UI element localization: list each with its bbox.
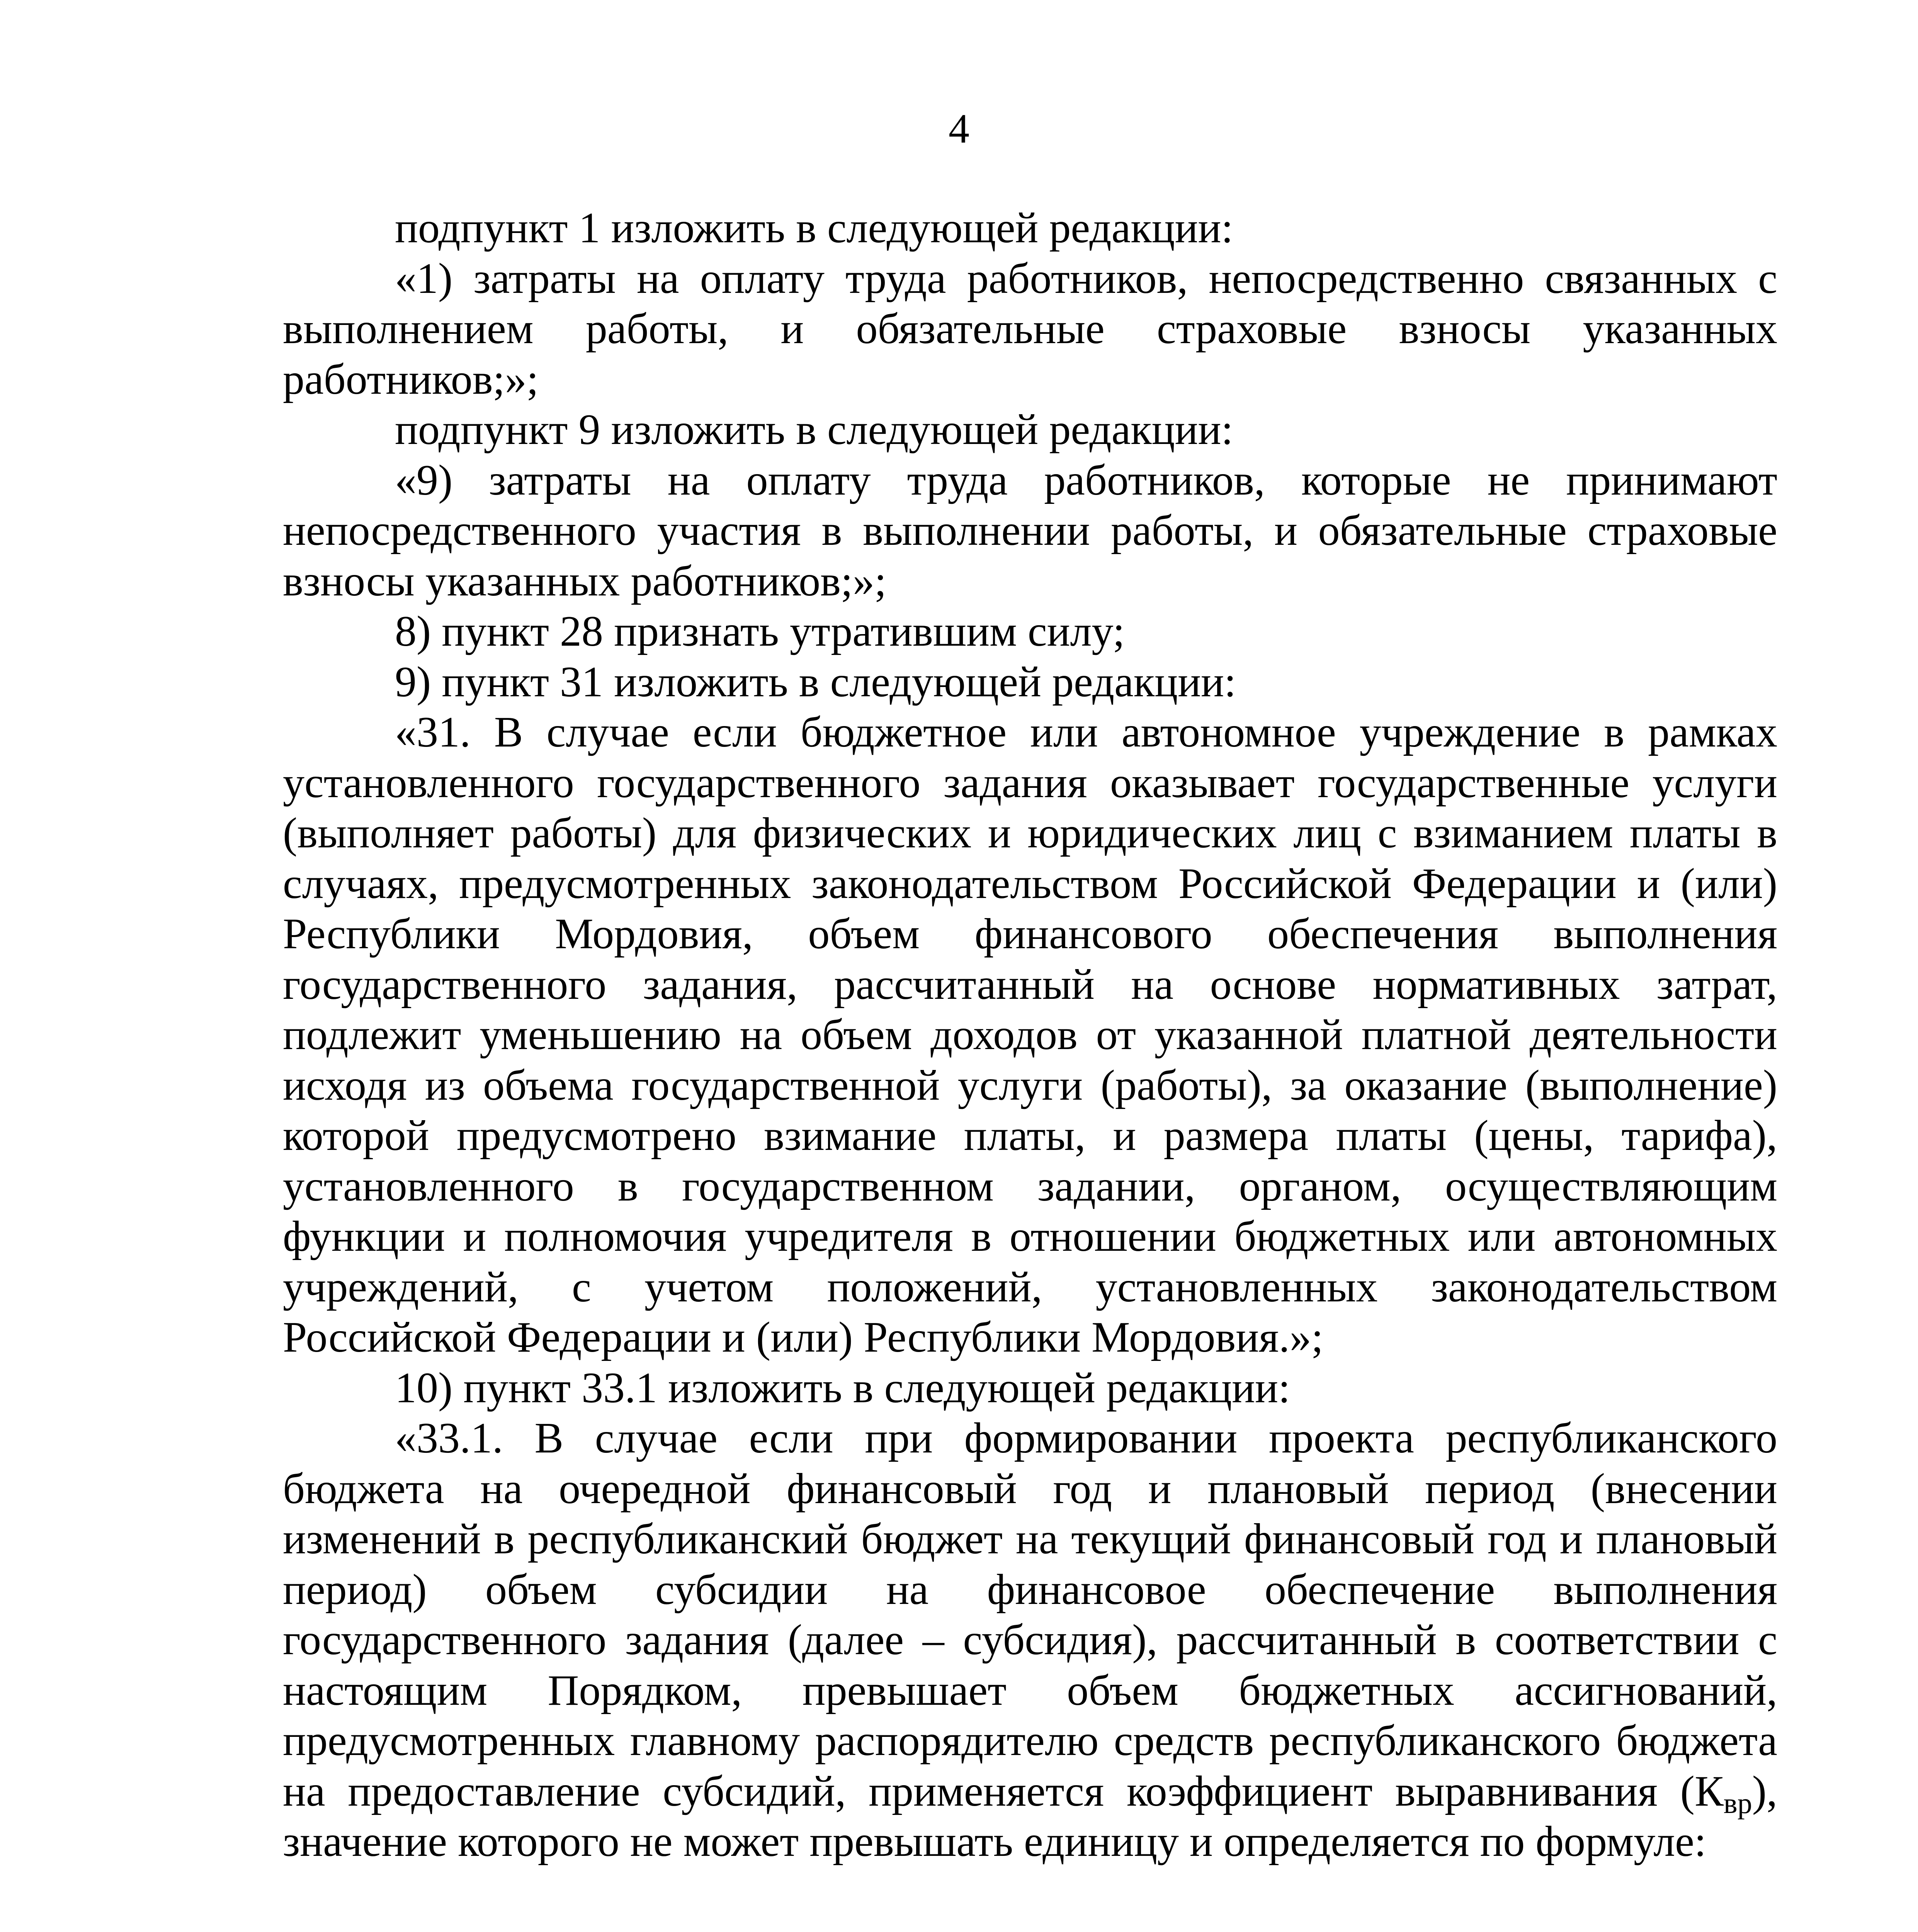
paragraph-subitem-9-intro: подпункт 9 изложить в следующей редакции:	[395, 406, 1233, 454]
paragraph-clause-33-1	[283, 1413, 1777, 1867]
clause-33-1-text-end: ), значение которого не может превышать единицу и определяется по формуле:	[283, 1767, 1777, 1866]
paragraph-subitem-9-text: «9) затраты на оплату труда работников, которые не принимают непосредственного участия в выполнении работы, и обязательные страховые взносы указанных работников;»;	[283, 456, 1777, 605]
paragraph-item-10-intro: 10) пункт 33.1 изложить в следующей редакции:	[395, 1364, 1291, 1412]
clause-33-1-text-start: «33.1. В случае если при формировании проекта республиканского бюджета на очередной финансовый год и плановый период (внесении изменений в республиканский бюджет на текущий финансовый год и плановый период) объем субсидии на финансовое обеспечение выполнения государственного задания (далее – субсидия), рассчитанный в соответствии с настоящим Порядком, превышает объем бюджетных ассигнований, предусмотренных главному распорядителю средств республиканского бюджета на предоставление субсидий, применяется коэффициент выравнивания (К	[283, 1414, 1777, 1815]
coefficient-subscript: вр	[1723, 1787, 1752, 1820]
paragraph-subitem-1-intro: подпункт 1 изложить в следующей редакции:	[395, 204, 1233, 252]
paragraph-item-9-intro: 9) пункт 31 изложить в следующей редакции:	[395, 658, 1236, 706]
paragraph-clause-31: «31. В случае если бюджетное или автономное учреждение в рамках установленного государственного задания оказывает государственные услуги (выполняет работы) для физических и юридических лиц с взиманием платы в случаях, предусмотренных законодательством Российской Федерации и (или) Республики Мордовия, объем финансового обеспечения выполнения государственного задания, рассчитанный на основе нормативных затрат, подлежит уменьшению на объем доходов от указанной платной деятельности исходя из объема государственной услуги (работы), за оказание (выполнение) которой предусмотрено взимание платы, и размера платы (цены, тарифа), установленного в государственном задании, органом, осуществляющим функции и полномочия учредителя в отношении бюджетных или автономных учреждений, с учетом положений, установленных законодательством Российской Федерации и (или) Республики Мордовия.»;	[283, 708, 1777, 1361]
paragraph-subitem-1-text: «1) затраты на оплату труда работников, непосредственно связанных с выполнением работы, и обязательные страховые взносы указанных работников;»;	[283, 254, 1777, 403]
paragraph-item-8: 8) пункт 28 признать утратившим силу;	[395, 607, 1125, 655]
document-body	[283, 203, 1777, 1932]
page-number: 4	[949, 106, 969, 152]
